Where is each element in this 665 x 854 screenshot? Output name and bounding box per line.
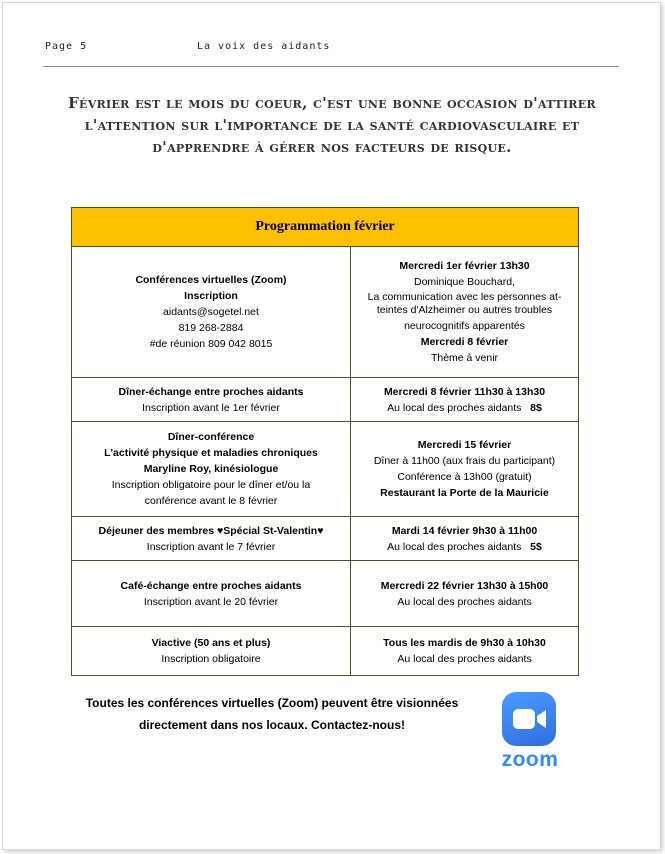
activity-cell bbox=[72, 247, 351, 378]
schedule-cell bbox=[351, 627, 579, 676]
activity-title: Viactive (50 ans et plus) bbox=[151, 637, 271, 649]
email-text: aidants@sogetel.net bbox=[163, 306, 259, 318]
page-number: Page 5 bbox=[45, 41, 88, 52]
zoom-logo bbox=[497, 692, 563, 772]
schedule-date: Tous les mardis de 9h30 à 10h30 bbox=[383, 637, 546, 649]
program-table bbox=[71, 207, 579, 676]
program-title-row bbox=[72, 208, 579, 247]
schedule-date: Mercredi 15 février bbox=[417, 439, 512, 451]
registration-text: Inscription obligatoire pour le dîner et/ou la conférence avant le 8 février bbox=[111, 479, 311, 507]
activity-cell bbox=[72, 627, 351, 676]
theme-text: Thème à venir bbox=[430, 352, 499, 364]
talk-topic: La communication avec les personnes at-teintes d'Alzheimer ou autres troubles bbox=[367, 291, 562, 316]
table-row bbox=[72, 378, 579, 422]
activity-cell bbox=[72, 378, 351, 422]
lunch-text: Dîner à 11h00 (aux frais du participant) bbox=[373, 455, 556, 467]
conference-text: Conférence à 13h00 (gratuit) bbox=[397, 471, 532, 483]
speaker-name: Maryline Roy, kinésiologue bbox=[143, 463, 279, 475]
activity-title: Dîner-échange entre proches aidants bbox=[118, 385, 304, 398]
location-text: Au local des proches aidants 8$ bbox=[387, 401, 542, 414]
activity-title: Café-échange entre proches aidants bbox=[120, 579, 302, 592]
schedule-cell bbox=[351, 247, 579, 378]
schedule-date: Mercredi 22 février 13h30 à 15h00 bbox=[380, 579, 549, 592]
table-row bbox=[72, 627, 579, 676]
schedule-cell bbox=[351, 422, 579, 517]
activity-cell bbox=[72, 517, 351, 561]
activity-title: Conférences virtuelles (Zoom) bbox=[135, 274, 287, 286]
table-row bbox=[72, 422, 579, 517]
registration-text: Inscription avant le 20 février bbox=[143, 595, 279, 608]
schedule-date-2: Mercredi 8 février bbox=[420, 336, 509, 348]
activity-cell bbox=[72, 561, 351, 627]
price-text: 8$ bbox=[530, 401, 542, 414]
location-text: Au local des proches aidants bbox=[397, 653, 532, 665]
schedule-date: Mercredi 8 février 11h30 à 13h30 bbox=[383, 385, 546, 398]
speaker-name: Dominique Bouchard, bbox=[414, 276, 515, 288]
intro-heading: Février est le mois du coeur, c'est une bonne occasion d'attirer l'attention sur l'importance de la santé cardiovasculaire et d'apprendre à gérer nos facteurs de risque. bbox=[68, 94, 596, 156]
talk-topic-cont: neurocognitifs apparentés bbox=[404, 320, 525, 332]
location-text: Restaurant la Porte de la Mauricie bbox=[380, 487, 549, 499]
schedule-cell bbox=[351, 517, 579, 561]
table-row bbox=[72, 561, 579, 627]
table-row bbox=[72, 247, 579, 378]
schedule-date: Mardi 14 février 9h30 à 11h00 bbox=[391, 524, 538, 537]
phone-text: 819 268-2884 bbox=[178, 322, 244, 334]
zoom-wordmark: zoom bbox=[501, 748, 559, 771]
registration-text: Inscription obligatoire bbox=[161, 653, 261, 665]
zoom-camera-icon bbox=[502, 692, 556, 746]
schedule-date: Mercredi 1er février 13h30 bbox=[399, 260, 530, 272]
footer-note bbox=[62, 692, 482, 736]
schedule-cell bbox=[351, 378, 579, 422]
footer-line-2: directement dans nos locaux. Contactez-nous! bbox=[138, 718, 406, 732]
activity-subtitle: Inscription bbox=[184, 290, 238, 302]
price-text: 5$ bbox=[530, 540, 542, 553]
registration-text: Inscription avant le 1er février bbox=[142, 401, 280, 414]
activity-title: Dîner-conférence bbox=[167, 431, 255, 443]
activity-cell bbox=[72, 422, 351, 517]
meeting-id-text: #de réunion 809 042 8015 bbox=[149, 338, 273, 350]
footer-line-1: Toutes les conférences virtuelles (Zoom) peuvent être visionnées bbox=[85, 696, 459, 710]
header-rule bbox=[43, 66, 619, 67]
program-title: Programmation février bbox=[72, 208, 579, 247]
location-text: Au local des proches aidants 5$ bbox=[387, 540, 542, 553]
location-text: Au local des proches aidants bbox=[397, 595, 532, 608]
activity-subtitle: L'activité physique et maladies chroniques bbox=[104, 447, 318, 459]
table-row bbox=[72, 517, 579, 561]
registration-text: Inscription avant le 7 février bbox=[146, 540, 276, 553]
schedule-cell bbox=[351, 561, 579, 627]
newsletter-title: La voix des aidants bbox=[197, 41, 331, 52]
activity-title: Déjeuner des membres ♥Spécial St-Valentin♥ bbox=[98, 524, 324, 537]
